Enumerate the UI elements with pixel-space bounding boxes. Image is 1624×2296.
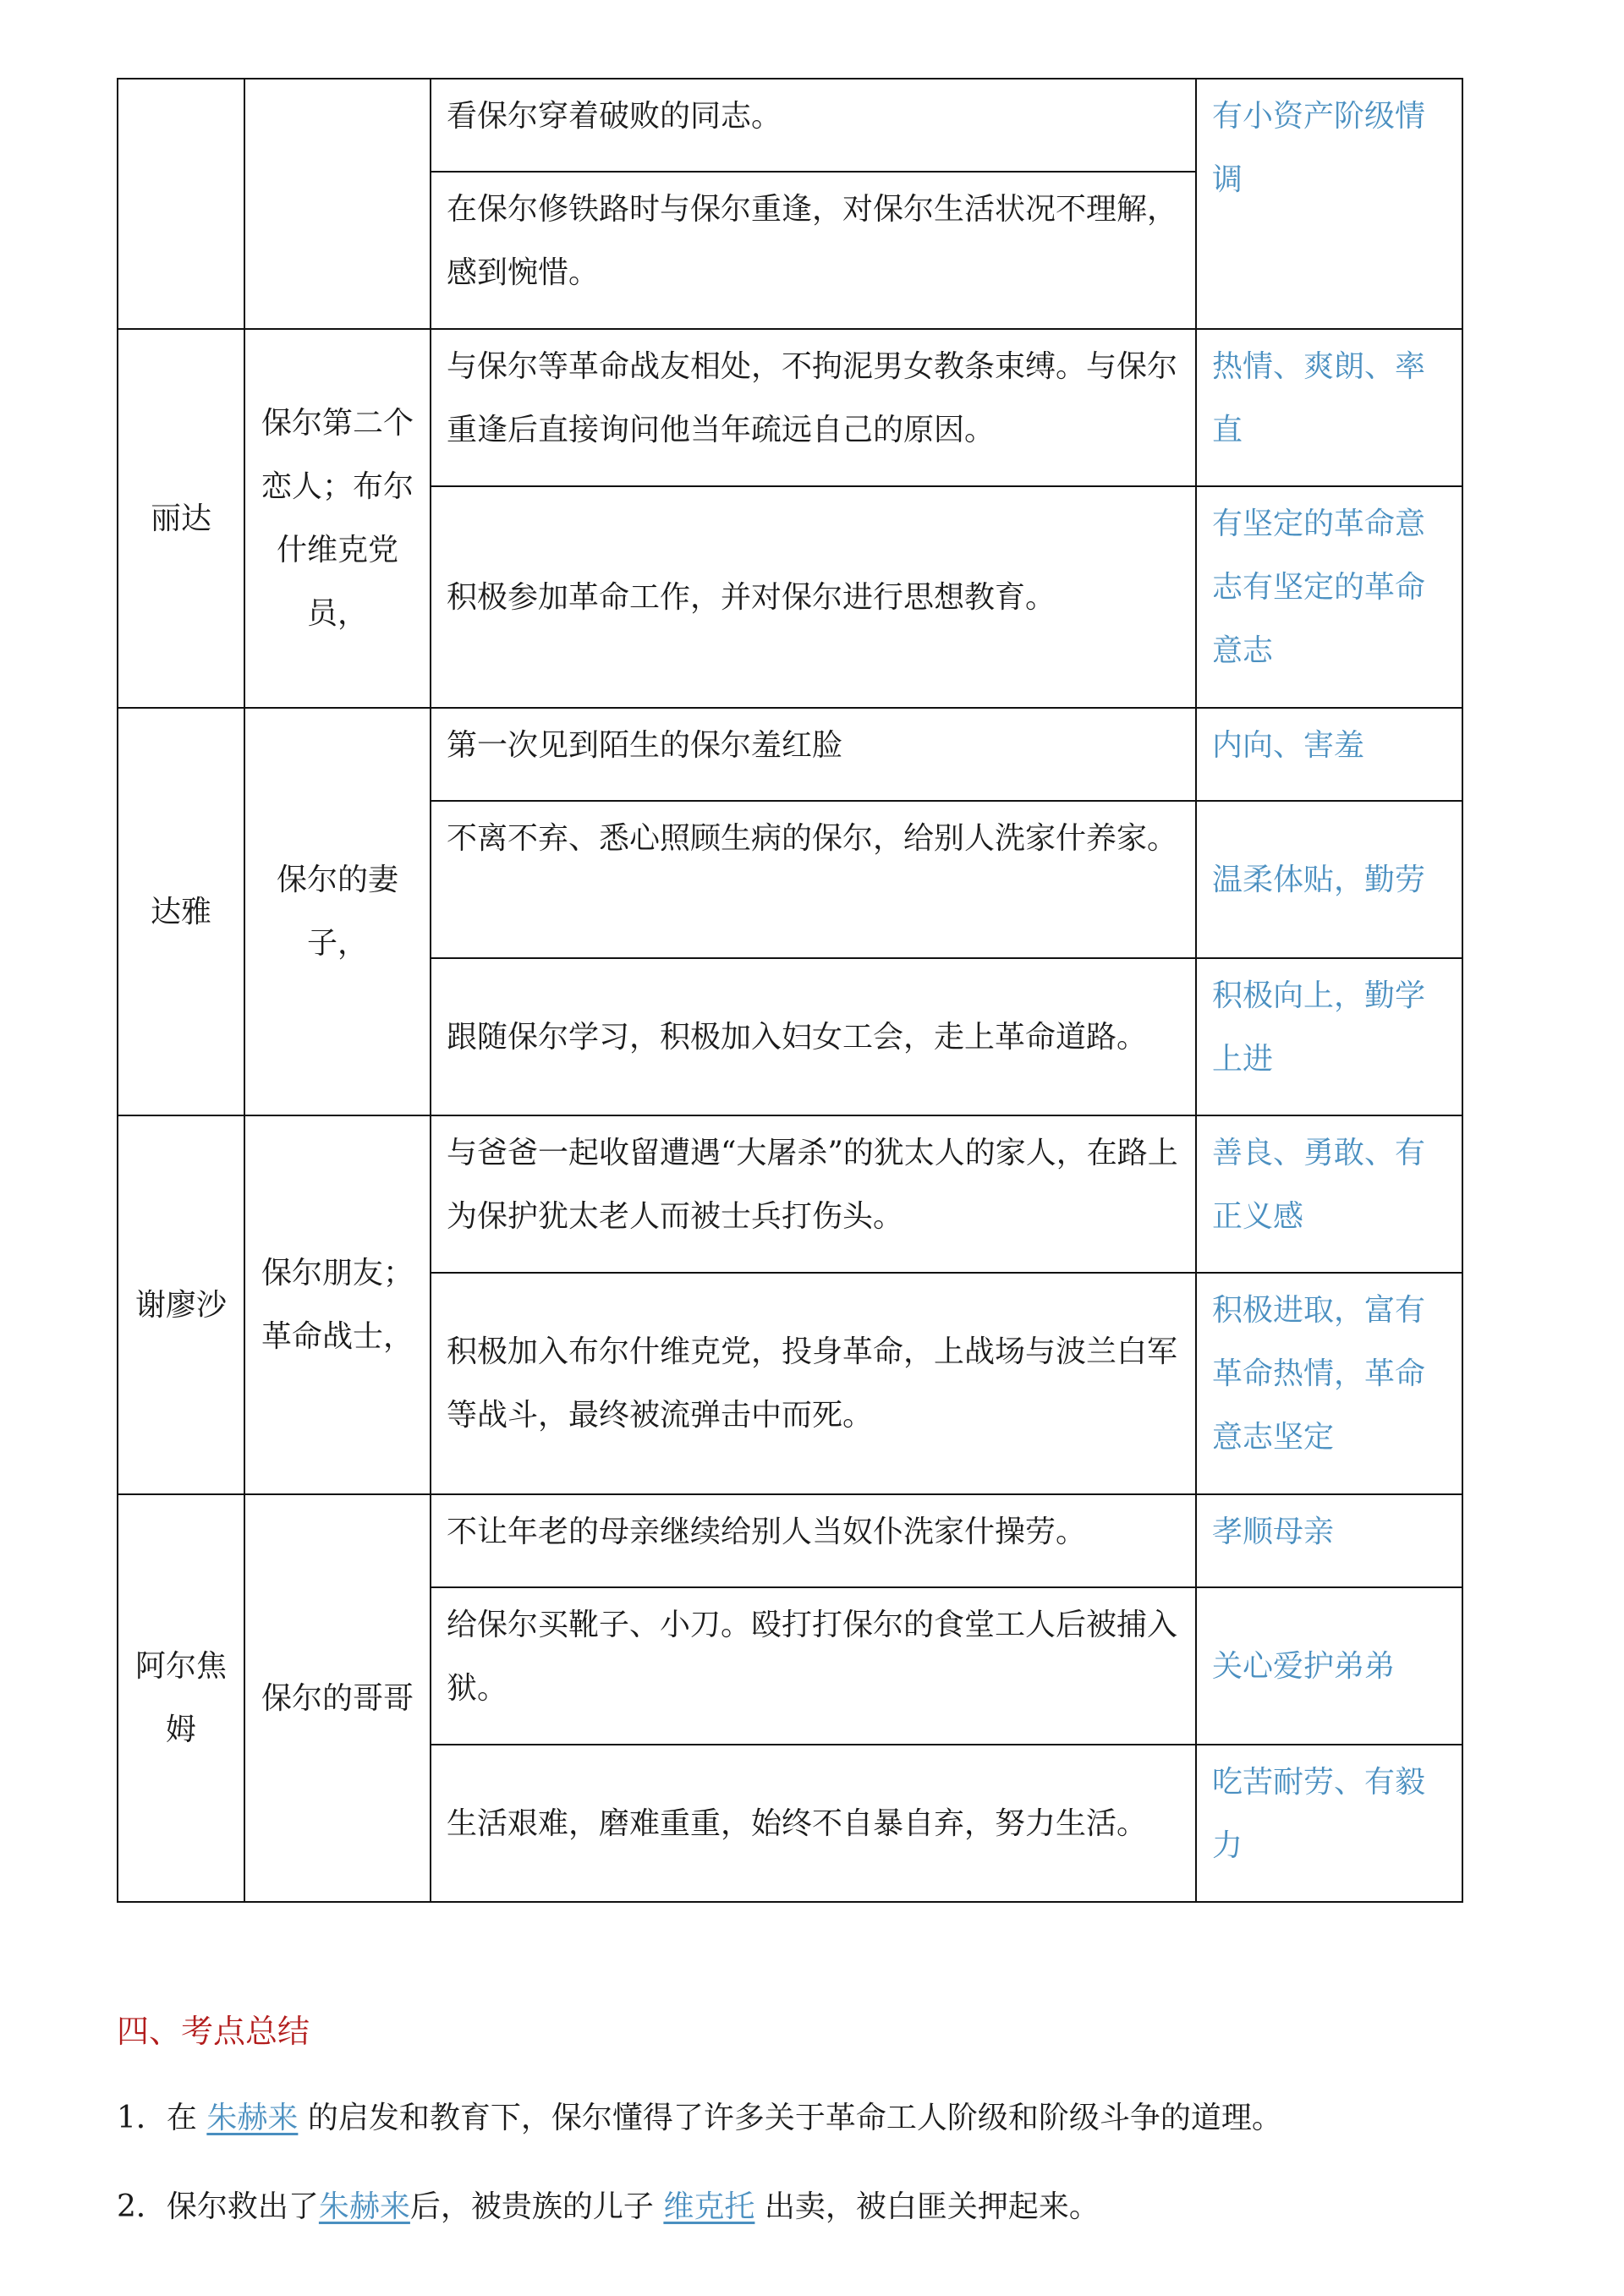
event-cell: 与保尔等革命战友相处，不拘泥男女教条束缚。与保尔重逢后直接询问他当年疏远自己的原因。 [431,329,1196,486]
character-table [117,78,1463,1903]
event-cell: 看保尔穿着破败的同志。 [431,79,1196,172]
name-cell-empty [118,79,244,329]
trait-cell: 热情、爽朗、率直 [1196,329,1462,486]
event-cell: 在保尔修铁路时与保尔重逢，对保尔生活状况不理解，感到惋惜。 [431,172,1196,329]
item-number: 2．保尔救出了 [117,2189,319,2224]
table-row [118,708,1462,801]
answer-blank: 朱赫来 [318,2189,410,2224]
table-row [118,1115,1462,1273]
event-cell: 给保尔买靴子、小刀。殴打打保尔的食堂工人后被捕入狱。 [431,1587,1196,1745]
event-cell: 与爸爸一起收留遭遇“大屠杀”的犹太人的家人，在路上为保护犹太老人而被士兵打伤头。 [431,1115,1196,1273]
table-row [118,329,1462,486]
answer-blank: 维克托 [663,2189,755,2224]
item-number: 1．在 [117,2101,197,2135]
item-text: 的启发和教育下，保尔懂得了许多关于革命工人阶级和阶级斗争的道理。 [307,2101,1282,2135]
character-role: 保尔的哥哥 [244,1494,431,1902]
trait-cell: 内向、害羞 [1196,708,1462,801]
event-cell: 不离不弃、悉心照顾生病的保尔，给别人洗家什养家。 [431,801,1196,958]
table-row [118,1494,1462,1587]
summary-item-1 [117,2093,1282,2144]
character-name: 阿尔焦姆 [118,1494,244,1902]
character-name: 丽达 [118,329,244,708]
event-cell: 跟随保尔学习，积极加入妇女工会，走上革命道路。 [431,958,1196,1115]
character-name: 谢廖沙 [118,1115,244,1494]
character-role: 保尔的妻子， [244,708,431,1115]
trait-cell: 关心爱护弟弟 [1196,1587,1462,1745]
trait-cell: 积极向上，勤学上进 [1196,958,1462,1115]
character-name: 达雅 [118,708,244,1115]
event-cell: 积极加入布尔什维克党，投身革命，上战场与波兰白军等战斗，最终被流弹击中而死。 [431,1273,1196,1494]
role-cell-empty [244,79,431,329]
trait-cell: 温柔体贴，勤劳 [1196,801,1462,958]
event-cell: 第一次见到陌生的保尔羞红脸 [431,708,1196,801]
item-text: 出卖，被白匪关押起来。 [764,2189,1100,2224]
event-cell: 积极参加革命工作，并对保尔进行思想教育。 [431,486,1196,708]
event-cell: 不让年老的母亲继续给别人当奴仆洗家什操劳。 [431,1494,1196,1587]
event-cell: 生活艰难，磨难重重，始终不自暴自弃，努力生活。 [431,1745,1196,1902]
answer-blank: 朱赫来 [206,2101,299,2135]
character-role: 保尔朋友；革命战士， [244,1115,431,1494]
character-role: 保尔第二个恋人；布尔什维克党员， [244,329,431,708]
trait-cell: 积极进取，富有革命热情，革命意志坚定 [1196,1273,1462,1494]
trait-cell: 有坚定的革命意志有坚定的革命意志 [1196,486,1462,708]
trait-cell: 吃苦耐劳、有毅力 [1196,1745,1462,1902]
trait-cell: 有小资产阶级情调 [1196,79,1462,329]
section-title: 四、考点总结 [117,2013,310,2050]
summary-item-2 [117,2182,1100,2233]
item-text: 后，被贵族的儿子 [409,2189,654,2224]
table-row [118,79,1462,172]
trait-cell: 孝顺母亲 [1196,1494,1462,1587]
trait-cell: 善良、勇敢、有正义感 [1196,1115,1462,1273]
